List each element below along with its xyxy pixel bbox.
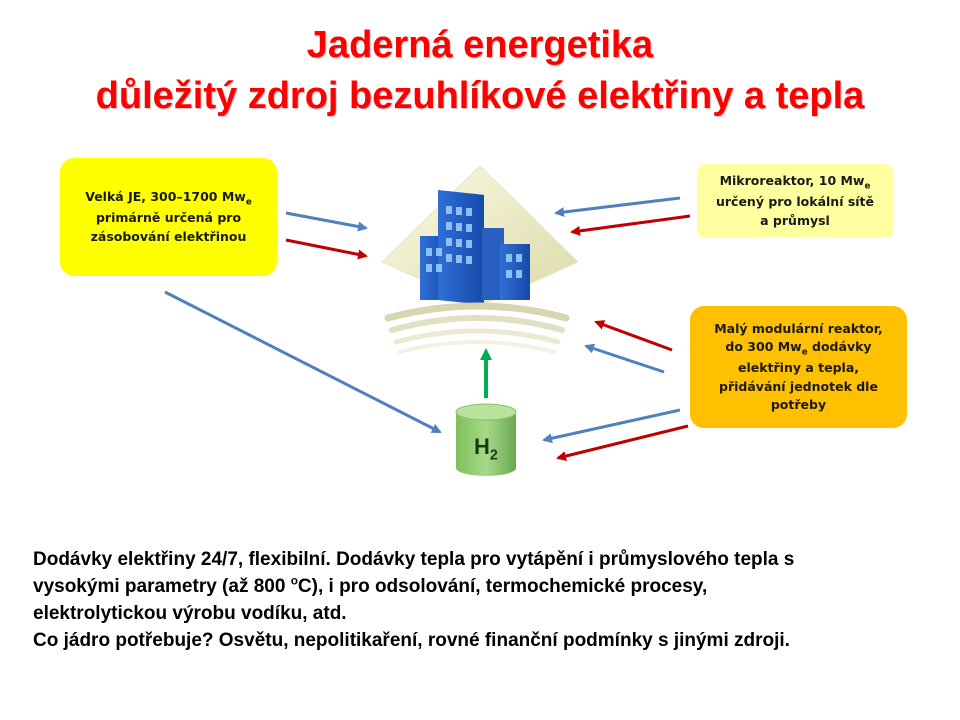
hydrogen-label: $H_2$ — [474, 434, 498, 464]
large-npp-box — [60, 158, 277, 276]
arrow-left-red — [286, 240, 366, 256]
body-text — [33, 547, 933, 655]
microreactor-box — [697, 164, 893, 238]
arrow-rt-red — [572, 216, 690, 232]
large-npp-line-2: primárně určená pro — [95, 210, 242, 226]
smr-box — [690, 306, 907, 428]
smr-line-1: Malý modulární reaktor, — [714, 321, 883, 337]
title-line-2: důležitý zdroj bezuhlíkové elektřiny a tepla — [95, 75, 865, 117]
heat-waves-icon — [388, 306, 566, 352]
smr-line-3: elektřiny a tepla, — [737, 360, 860, 376]
body-line-4: Co jádro potřebuje? Osvětu, nepolitikaření, rovné finanční podmínky s jinými zdroji. — [33, 629, 790, 651]
body-line-2: vysokými parametry (až 800 $^o$C), i pro odsolování, termochemické procesy, — [33, 574, 708, 597]
smr-line-5: potřeby — [770, 396, 827, 412]
arrow-rm-red-1 — [596, 322, 672, 350]
smr-line-4: přidávání jednotek dle — [719, 378, 878, 394]
arrow-rm-blue-1 — [586, 346, 664, 372]
microreactor-line-1: Mikroreaktor, 10 $Mw_e$ — [719, 173, 871, 192]
microreactor-line-3: a průmysl — [760, 212, 830, 228]
arrow-rm-red-2 — [558, 426, 688, 458]
body-line-1: Dodávky elektřiny 24/7, flexibilní. Dodávky tepla pro vytápění i průmyslového tepla s — [33, 549, 795, 570]
large-npp-line-3: zásobování elektřinou — [90, 228, 247, 244]
arrow-left-blue — [286, 213, 366, 228]
title-line-1: Jaderná energetika — [306, 24, 654, 66]
smr-line-2: do 300 $Mw_e$ dodávky — [725, 339, 872, 358]
large-npp-line-1: Velká JE, 300–1700 $Mw_e$ — [85, 189, 252, 208]
arrow-rm-blue-2 — [544, 410, 680, 440]
microreactor-line-2: určený pro lokální sítě — [715, 194, 875, 210]
body-line-3: elektrolytickou výrobu vodíku, atd. — [33, 602, 347, 624]
city-buildings-icon — [382, 166, 578, 306]
arrow-rt-blue — [556, 198, 680, 213]
